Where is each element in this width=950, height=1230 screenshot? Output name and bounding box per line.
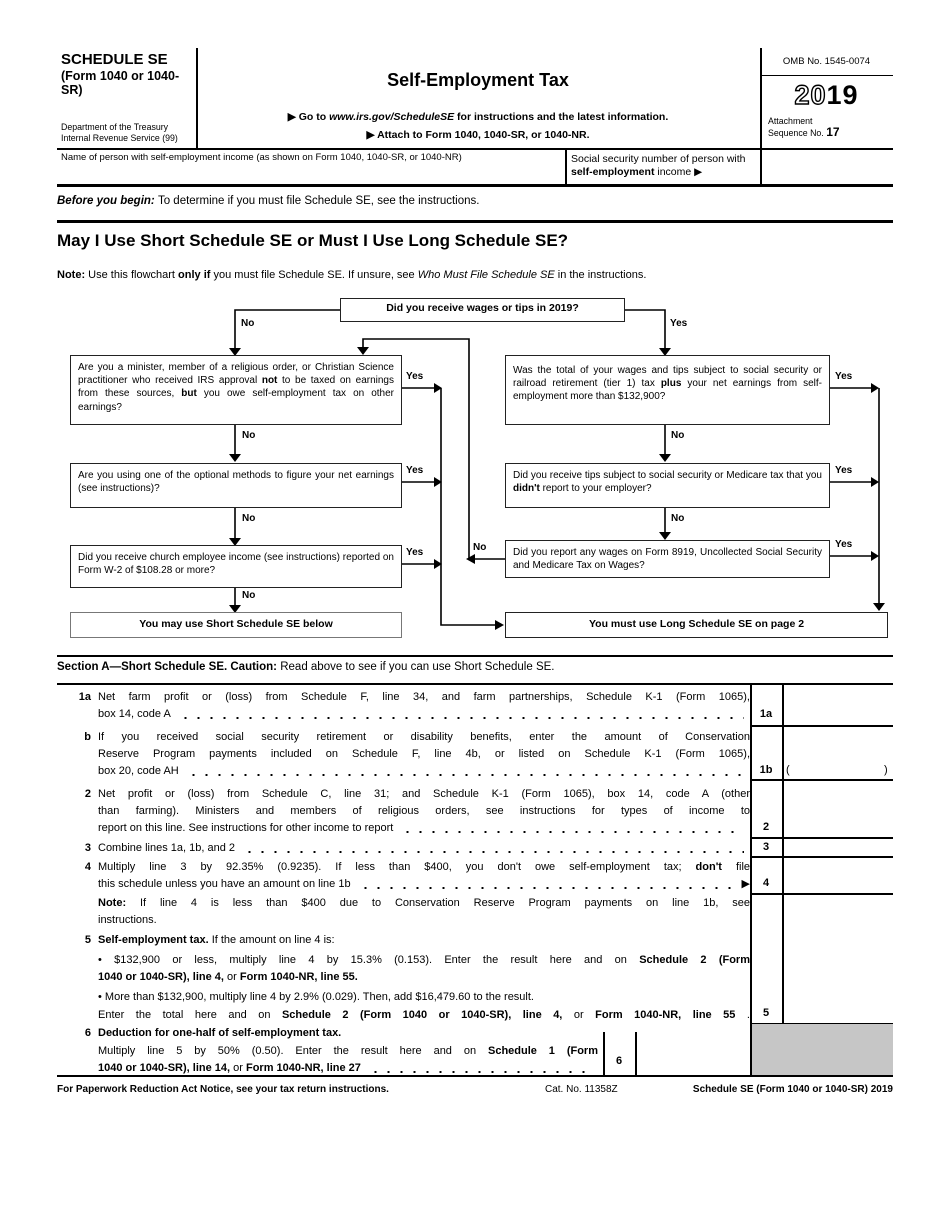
line-2-text-2: than farming). Ministers and members of religious orders, see instructions for types of income to: [98, 805, 750, 817]
line-1b-text: If you received social security retirement or disability benefits, enter the amount of Conservation: [98, 731, 750, 743]
flowchart: [57, 292, 893, 652]
before-you-begin-line: Before you begin: To determine if you must file Schedule SE, see the instructions.: [57, 195, 480, 207]
goto-arrow-icon: ▶: [741, 878, 750, 890]
irs-label: Internal Revenue Service (99): [61, 133, 178, 143]
line-1b-text-2: Reserve Program payments included on Schedule F, line 4b, or listed on Schedule K-1 (Form 1065),: [98, 748, 750, 760]
line-1b-text-3-label: box 20, code AH: [98, 765, 179, 777]
line-4-text: Multiply line 3 by 92.35% (0.9235). If less than $400, you don't owe self-employment tax; don't file: [98, 861, 751, 873]
name-input[interactable]: [61, 164, 561, 184]
line-1a-text: Net farm profit or (loss) from Schedule F, line 34, and farm partnerships, Schedule K-1 (Form 1065),: [98, 691, 750, 703]
yes-label: Yes: [406, 371, 424, 382]
yes-label: Yes: [670, 318, 688, 329]
no-label: No: [671, 513, 685, 524]
line-2-amount-input[interactable]: [785, 781, 891, 835]
line-1b-amount-input[interactable]: [793, 727, 881, 777]
ssn-input[interactable]: [762, 149, 893, 184]
department-treasury-label: Department of the Treasury: [61, 122, 169, 132]
line-6-text-2-label: 1040 or 1040-SR), line 14, or Form 1040-NR, line 27: [98, 1062, 361, 1074]
line-6-text-2: [98, 1060, 598, 1077]
line-1a-number: 1a: [78, 691, 91, 703]
line-1a-amount-input[interactable]: [785, 685, 891, 724]
line-6-inner-number: 6: [615, 1055, 623, 1067]
yes-label: Yes: [835, 371, 853, 382]
flowchart-question-optional-methods: Are you using one of the optional methods to figure your net earnings (see instructions)?: [70, 463, 402, 508]
line-5-number: 5: [84, 934, 91, 946]
line-3-number: 3: [84, 842, 91, 854]
dot-leader: [359, 886, 736, 890]
omb-divider: [760, 75, 893, 76]
flowchart-question-wages-over-limit: Was the total of your wages and tips subject to social security or railroad retirement (tier 1) tax plus your net earnings from self-employment more than $132,900?: [505, 355, 830, 425]
section-a-top-rule: [57, 655, 893, 657]
dot-leader: [243, 850, 744, 854]
line-4-amount-input[interactable]: [785, 858, 891, 892]
tax-year-century: 20: [794, 80, 827, 110]
line-6-shaded-cell: [752, 1024, 893, 1075]
line-6-text: Multiply line 5 by 50% (0.50). Enter the result here and on Schedule 1 (Form: [98, 1045, 598, 1057]
omb-number: OMB No. 1545-0074: [782, 56, 871, 67]
form-footer-id: Schedule SE (Form 1040 or 1040-SR) 2019: [692, 1084, 893, 1095]
attachment-label: Attachment: [768, 116, 813, 126]
table-divider-amount: [782, 683, 784, 1024]
flowchart-note: Note: Use this flowchart only if you must file Schedule SE. If unsure, see Who Must File Schedule SE in the instructions.: [57, 269, 647, 281]
attachment-sequence: [768, 116, 893, 138]
line-1b-number: b: [84, 731, 91, 743]
line-5-bullet-2: • More than $132,900, multiply line 4 by 2.9% (0.029). Then, add $16,479.60 to the result.: [98, 991, 534, 1003]
line-3-text: [98, 840, 750, 857]
line-2-number: 2: [84, 788, 91, 800]
line-1b-open-paren: (: [786, 764, 790, 776]
line-2-text-3: [98, 820, 750, 837]
line-1a-text-2-label: box 14, code A: [98, 708, 171, 720]
table-top-rule: [57, 683, 893, 685]
line-4-note: Note: If line 4 is less than $400 due to Conservation Reserve Program payments on line 1b, see: [98, 897, 750, 909]
dot-leader: [187, 773, 744, 777]
no-label: No: [242, 590, 256, 601]
no-label: No: [242, 430, 256, 441]
line-4-right-number: 4: [762, 877, 770, 889]
no-label: No: [473, 542, 487, 553]
line-3-amount-input[interactable]: [785, 838, 891, 855]
flowchart-question-wages-tips: Did you receive wages or tips in 2019?: [340, 298, 625, 322]
line-2-text-3-label: report on this line. See instructions for other income to report: [98, 822, 394, 834]
line-4-note-2: instructions.: [98, 914, 157, 926]
line-1a-text-2: [98, 706, 750, 723]
name-label: Name of person with self-employment income (as shown on Form 1040, 1040-SR, or 1040-NR): [61, 152, 462, 163]
line-4-text-2-label: this schedule unless you have an amount on line 1b: [98, 878, 351, 890]
yes-label: Yes: [406, 547, 424, 558]
line-6-amount-input[interactable]: [639, 1033, 747, 1073]
sequence-label: Sequence No.: [768, 127, 827, 138]
line-5-bullet-1: • $132,900 or less, multiply line 4 by 15.3% (0.153). Enter the result here and on Schedule 2 (Form: [98, 954, 750, 966]
schedule-se-label: SCHEDULE SE: [61, 51, 168, 68]
yes-label: Yes: [835, 539, 853, 550]
flowchart-result-long: You must use Long Schedule SE on page 2: [505, 612, 888, 638]
flowchart-question-form-8919: Did you report any wages on Form 8919, Uncollected Social Security and Medicare Tax on Wages?: [505, 540, 830, 578]
line-4-number: 4: [84, 861, 91, 873]
line-5-right-number: 5: [762, 1007, 770, 1019]
dot-leader: [369, 1070, 592, 1074]
line-3-right-number: 3: [762, 841, 770, 853]
no-label: No: [241, 318, 255, 329]
yes-label: Yes: [835, 465, 853, 476]
form-title: Self-Employment Tax: [387, 70, 569, 90]
line-1b-close-paren: ): [884, 764, 888, 776]
paperwork-notice: For Paperwork Reduction Act Notice, see your tax return instructions.: [57, 1084, 389, 1095]
line-1b-right-number: 1b: [759, 764, 773, 776]
sequence-number: 17: [826, 124, 840, 139]
line-4-text-2: [98, 876, 750, 893]
line-6-number: 6: [84, 1027, 91, 1039]
tax-year: [760, 80, 893, 111]
line-1b-text-3: [98, 763, 750, 780]
line-5-total-text: Enter the total here and on Schedule 2 (Form 1040 or 1040-SR), line 4, or Form 1040-NR, line 55 .: [98, 1009, 750, 1021]
catalog-number: Cat. No. 11358Z: [545, 1084, 618, 1095]
goto-instructions-line: ▶ Go to www.irs.gov/ScheduleSE for instructions and the latest information.: [287, 111, 669, 123]
yes-label: Yes: [406, 465, 424, 476]
line-6-inner-cell-left: [603, 1032, 605, 1075]
page-title: May I Use Short Schedule SE or Must I Use Long Schedule SE?: [57, 231, 569, 250]
section-a-caption: Section A—Short Schedule SE. Caution: Read above to see if you can use Short Schedule SE.: [57, 661, 555, 673]
form-number-label: (Form 1040 or 1040-SR): [61, 69, 180, 97]
line-6-inner-cell-right: [635, 1032, 637, 1075]
tax-year-decade: 19: [826, 80, 859, 110]
line-2-text: Net profit or (loss) from Schedule C, line 31; and Schedule K-1 (Form 1065), box 14, code A (other: [98, 788, 750, 800]
line-5-heading: Self-employment tax. If the amount on line 4 is:: [98, 934, 335, 946]
line-1a-right-number: 1a: [759, 708, 773, 720]
line-5-bullet-1-cont: 1040 or 1040-SR), line 4, or Form 1040-NR, line 55.: [98, 971, 358, 983]
flowchart-question-church-income: Did you receive church employee income (see instructions) reported on Form W-2 of $108.28 or more?: [70, 545, 402, 588]
line-5-amount-input[interactable]: [785, 895, 891, 1021]
name-row-bottom-rule: [57, 184, 893, 187]
no-label: No: [242, 513, 256, 524]
no-label: No: [671, 430, 685, 441]
line-3-text-label: Combine lines 1a, 1b, and 2: [98, 842, 235, 854]
attach-instructions-line: ▶ Attach to Form 1040, 1040-SR, or 1040-NR.: [366, 129, 590, 141]
ssn-label: Social security number of person with self-employment income ▶: [571, 153, 746, 178]
intro-rule: [57, 220, 893, 223]
flowchart-question-unreported-tips: Did you receive tips subject to social security or Medicare tax that you didn't report to your employer?: [505, 463, 830, 508]
flowchart-question-minister: Are you a minister, member of a religious order, or Christian Science practitioner who received IRS approval not to be taxed on earnings from these sources, but you owe self-employment tax on other earnings?: [70, 355, 402, 425]
ssn-divider: [565, 148, 567, 185]
flowchart-result-short: You may use Short Schedule SE below: [70, 612, 402, 638]
line-6-heading: Deduction for one-half of self-employment tax.: [98, 1027, 342, 1039]
dot-leader: [179, 716, 744, 720]
header-divider-left: [196, 48, 198, 148]
section-a-table: [57, 683, 893, 1077]
dot-leader: [401, 830, 744, 834]
line-2-right-number: 2: [762, 821, 770, 833]
